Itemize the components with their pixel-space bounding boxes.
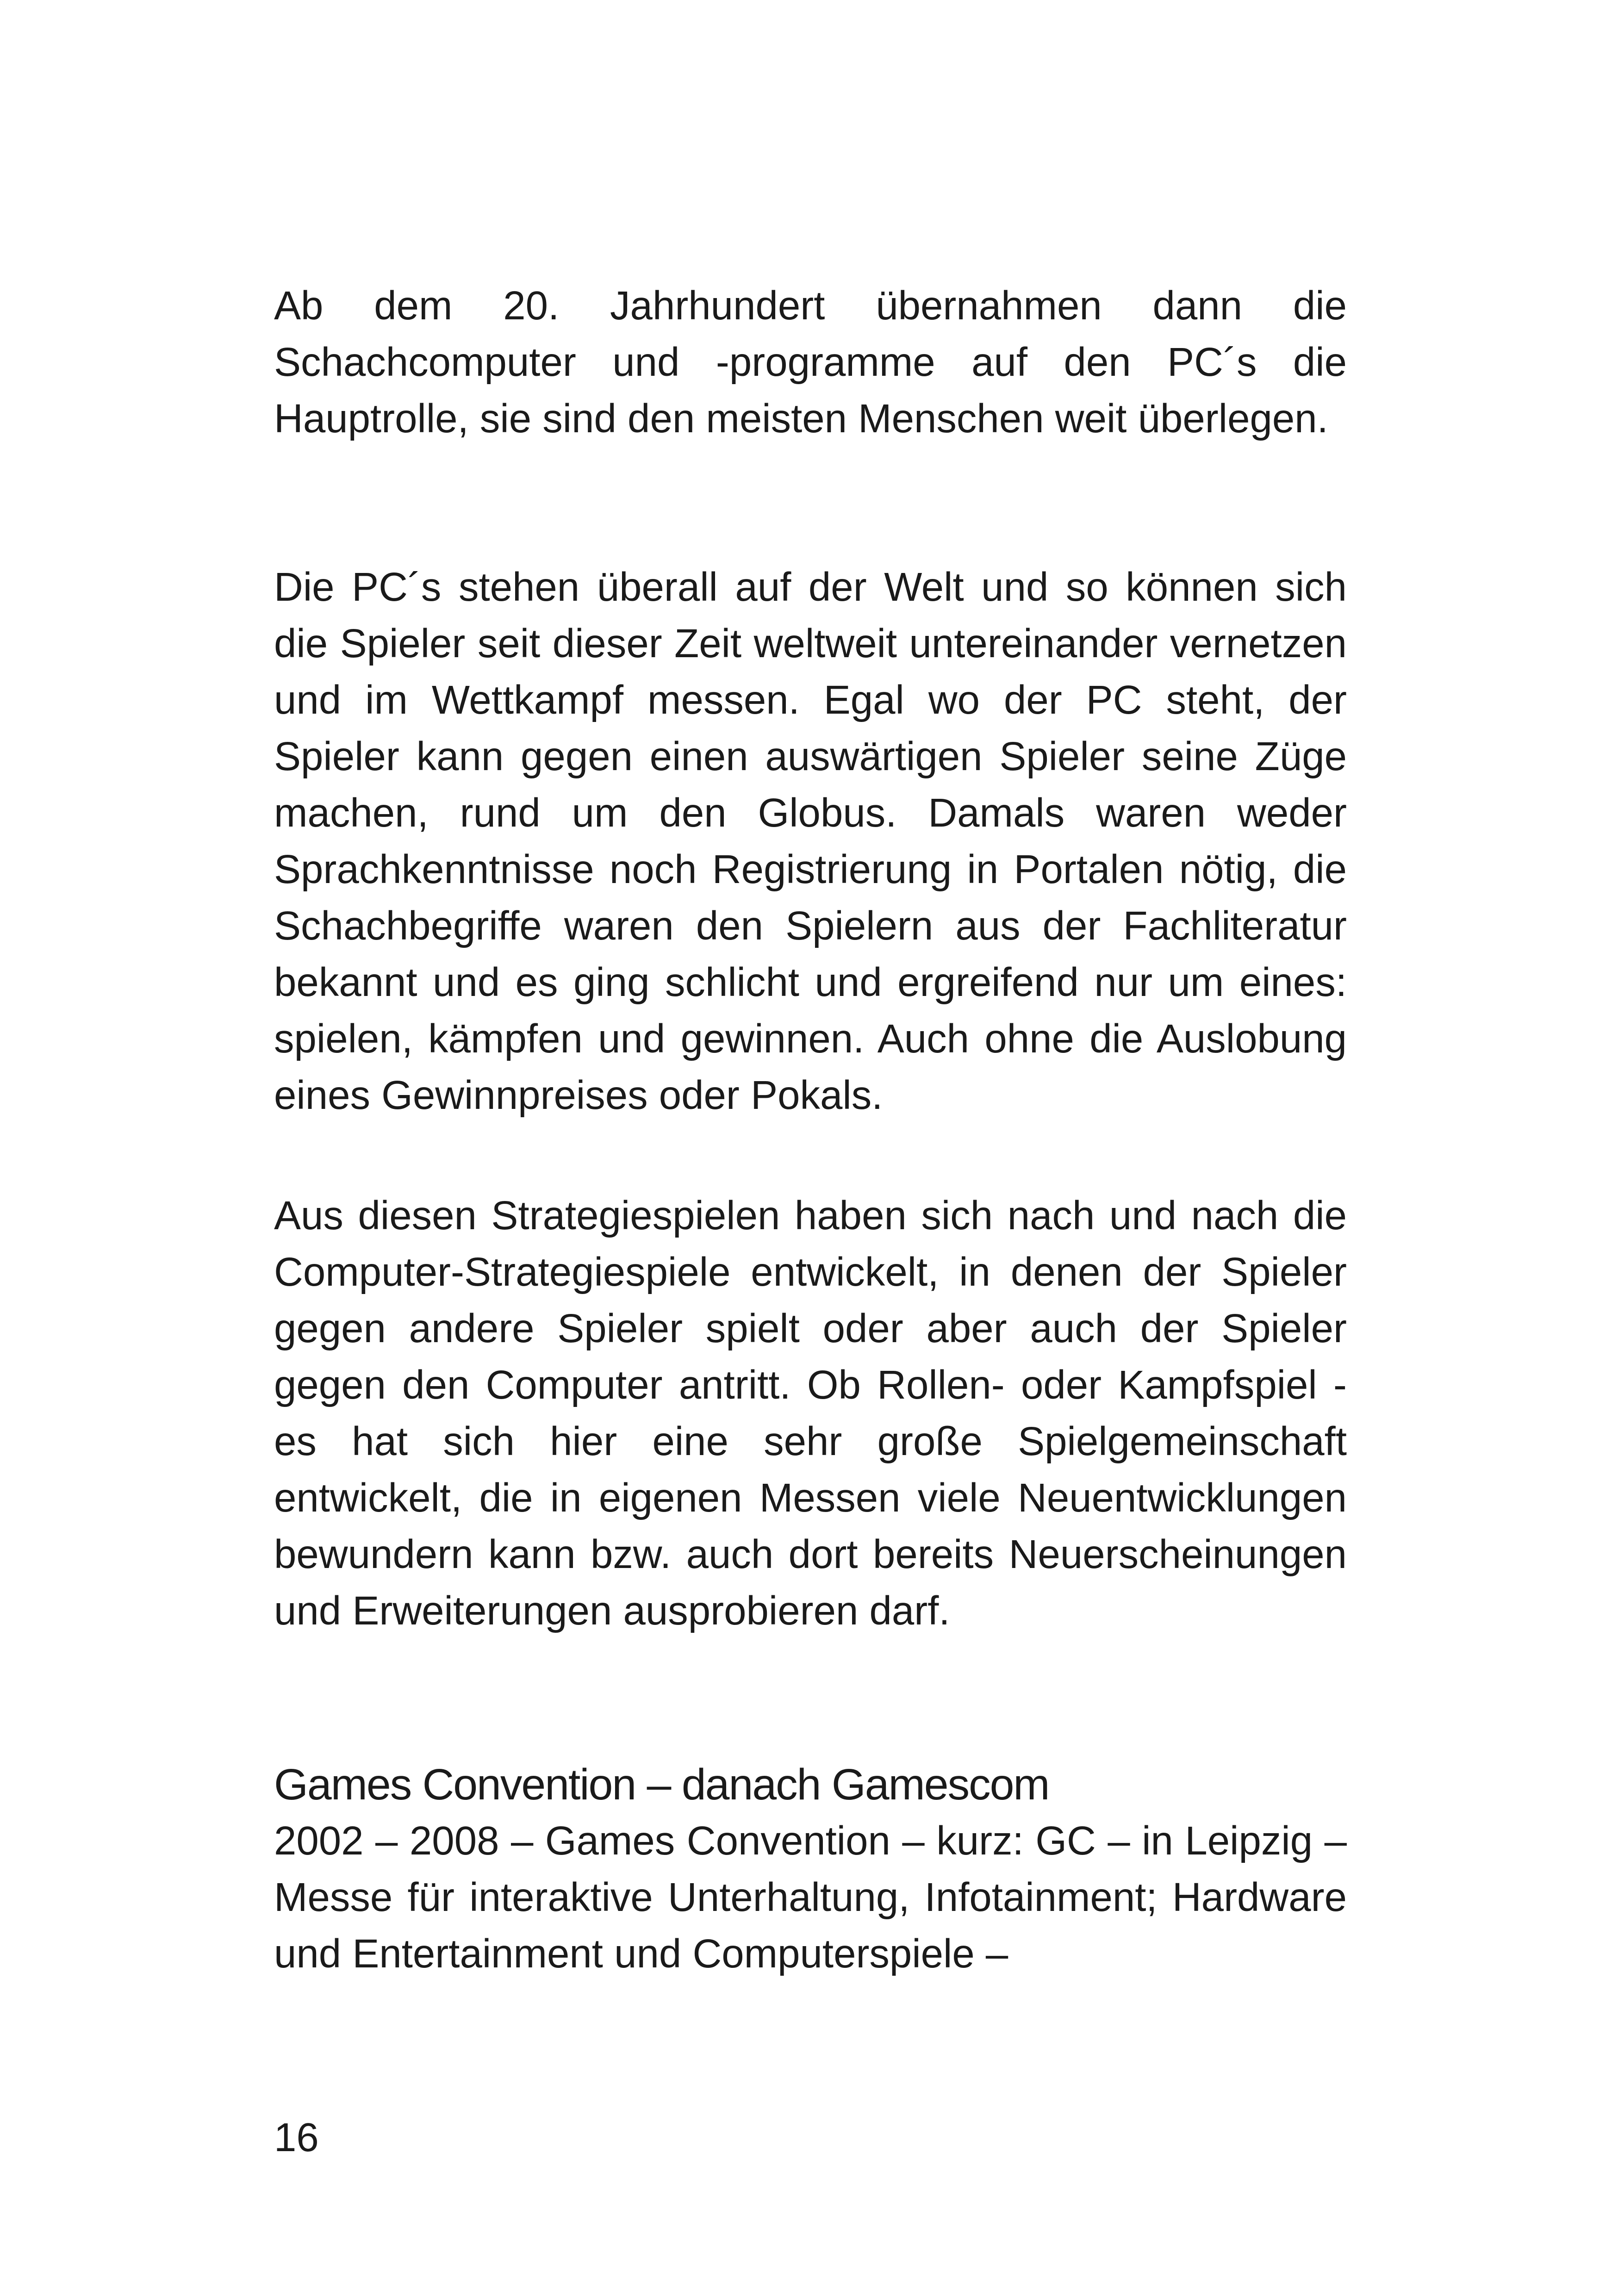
page-number: 16 bbox=[274, 2115, 319, 2160]
section-heading-games-convention: Games Convention – danach Gamescom bbox=[274, 1760, 1049, 1809]
paragraph-schachcomputer: Ab dem 20. Jahrhundert übernahmen dann die Schachcomputer und -programme auf den PC´s die Hauptrolle, sie sind den meisten Menschen weit überlegen. bbox=[274, 283, 1347, 441]
paragraph-computer-strategiespiele: Aus diesen Strategiespielen haben sich nach und nach die Computer-Strategiespiele entwickelt, in denen der Spieler gegen andere Spieler spielt oder aber auch der Spieler gegen den Computer antritt. Ob Rollen- oder Kampfspiel - es hat sich hier eine sehr große Spielgemeinschaft entwickelt, die in eigenen Messen viele Neuentwicklungen bewundern kann bzw. auch dort bereits Neuerscheinungen und Erweiterungen ausprobieren darf. bbox=[274, 1193, 1347, 1633]
paragraph-pc-vernetzung: Die PC´s stehen überall auf der Welt und so können sich die Spieler seit dieser Zeit weltweit untereinander vernetzen und im Wettkampf messen. Egal wo der PC steht, der Spieler kann gegen einen auswärtigen Spieler seine Züge machen, rund um den Globus. Damals waren weder Sprachkenntnisse noch Registrierung in Portalen nötig, die Schachbegriffe waren den Spielern aus der Fachliteratur bekannt und es ging schlicht und ergreifend nur um eines: spielen, kämpfen und gewinnen. Auch ohne die Auslobung eines Gewinnpreises oder Pokals. bbox=[274, 565, 1347, 1118]
paragraph-games-convention: 2002 – 2008 – Games Convention – kurz: GC – in Leipzig – Messe für interaktive Unterhaltung, Infotainment; Hardware und Entertainment und Computerspiele – bbox=[274, 1818, 1347, 1976]
